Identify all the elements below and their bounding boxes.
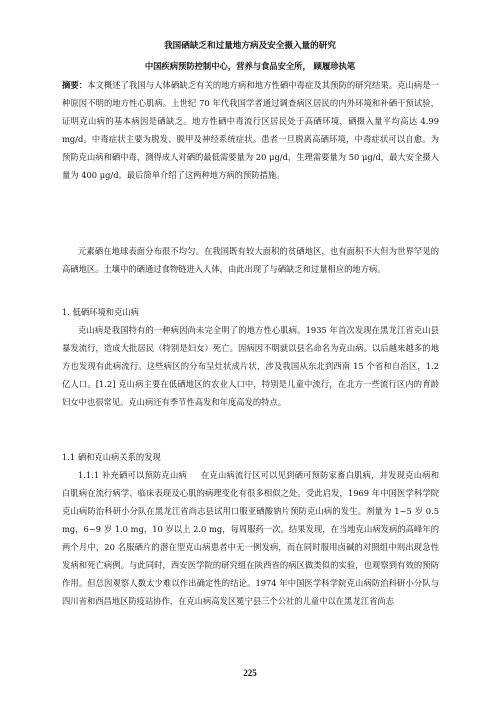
abstract-label: 摘要： bbox=[62, 80, 88, 90]
paper-title: 我国硒缺乏和过量地方病及安全摄入量的研究 bbox=[164, 41, 336, 51]
page-number: 225 bbox=[243, 668, 257, 678]
keshan-paragraph: 克山病是我国特有的一种病因尚未完全明了的地方性心肌病。1935 年首次发现在黑龙江省克山县暴发流行，造成大批居民（特别是妇女）死亡。因病因不明就以县名命名为克山病。以后越来越多的地方也发现有此病流行。这些病区的分布呈灶状成片状，涉及我国从东北到西南 15 个省和自治区，1.2 亿人口。[1.2] 克山病主要在低硒地区的农业人口中，特别是儿童中流行，在北方一些流行区内的育龄妇女中也很常见。克山病还有季节性高发和年度高发的特点。 bbox=[62, 325, 439, 407]
author-affiliation: 中国疾病预防控制中心，营养与食品安全所， 顾履珍执笔 bbox=[144, 61, 356, 71]
subsection-heading-1-1-1: 1.1.1 补充硒可以预防克山病 bbox=[78, 470, 188, 480]
selenium-paragraph bbox=[62, 466, 439, 610]
section-heading-1-1: 1.1 硒和克山病关系的发现 bbox=[62, 452, 161, 462]
selenium-text: 在克山病流行区可以见到硒可预防家畜白肌病，并发现克山病和白肌病在流行病学、临床表现及心肌的病理变化有很多相似之处。受此启发，1969 年中国医学科学院克山病防治科研小分队在黑龙江省尚志县试用口服亚硒酸钠片预防克山病的发生。剂量为 1~5 岁 0.5 mg，6~9 岁 1.0 mg，10 岁以上 2.0 mg，每周服药一次。结果发现，在当地克山病发病的高峰年的两个月中，20 名服硒片的潜在型克山病患者中无一例发病，而在同时服用卤碱的对照组中则出现急性发病和死亡病例。与此同时，西安医学院的研究组在陕西省的病区做类似的实验，也观察到有效的预防作用。但总因观察人数太少难以作出确定性的结论。1974 年中国医学科学院克山病防治科研小分队与四川省和西昌地区防疫站协作，在克山病高发区冕宁县三个公社的儿童中以在黑龙江省尚志 bbox=[62, 470, 439, 606]
abstract-paragraph bbox=[62, 76, 439, 184]
section-heading-1: 1. 低硒环境和克山病 bbox=[62, 307, 139, 317]
abstract-text: 本文概述了我国与人体硒缺乏有关的地方病和地方性硒中毒症及其预防的研究结果。克山病是一种原因不明的地方性心肌病。上世纪 70 年代我国学者通过调查病区居民的内外环境和补硒干预试验，证明克山病的基本病因是硒缺乏。地方性硒中毒流行区居民处于高硒环境，硒摄入量平均高达 4.99 mg/d。中毒症状主要为脱发、脱甲及神经系统症状。患者一旦脱离高硒环境，中毒症状可以自愈。为预防克山病和硒中毒，测得成人对硒的最低需要量为 20 μg/d，生理需要量为 50 μg/d，最大安全摄入量为 400 μg/d。最后简单介绍了这两种地方病的预防措施。 bbox=[62, 80, 439, 180]
intro-paragraph: 元素硒在地球表面分布很不均匀。在我国既有较大面积的贫硒地区，也有面积不大但为世界罕见的高硒地区。土壤中的硒通过食物链进入人体，由此出现了与硒缺乏和过量相应的地方病。 bbox=[62, 246, 439, 274]
